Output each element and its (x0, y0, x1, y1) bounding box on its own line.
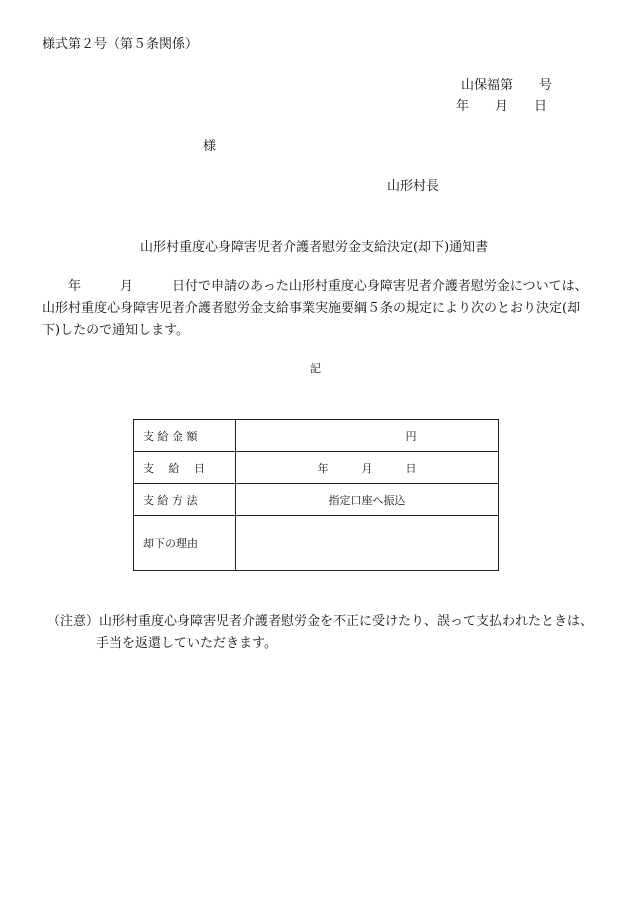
payment-info-table (133, 419, 499, 571)
table-row (134, 420, 499, 452)
addressee-honorific: 様 (203, 139, 217, 154)
row-value-date: 年 月 日 (236, 452, 499, 484)
row-label-date: 支 給 日 (134, 452, 236, 484)
table-row (134, 452, 499, 484)
body-line-2: 山形村重度心身障害児者介護者慰労金支給事業実施要綱５条の規定により次のとおり決定(却 (42, 301, 581, 316)
table-row (134, 516, 499, 571)
body-line-1: 年 月 日付で申請のあった山形村重度心身障害児者介護者慰労金については、 (42, 279, 588, 294)
form-number: 様式第２号（第５条関係） (42, 37, 199, 52)
row-value-amount: 円 (236, 420, 499, 452)
row-value-reason (236, 516, 499, 571)
document-title: 山形村重度心身障害児者介護者慰労金支給決定(却下)通知書 (140, 240, 489, 255)
body-line-3: 下)したので通知します。 (42, 323, 190, 338)
issue-date: 年 月 日 (456, 99, 548, 114)
note-line-1: （注意）山形村重度心身障害児者介護者慰労金を不正に受けたり、誤って支払われたときは、 (47, 614, 594, 629)
document-number: 山保福第 号 (461, 78, 553, 93)
row-label-amount: 支 給 金 額 (134, 420, 236, 452)
note-line-2: 手当を返還していただきます。 (96, 636, 277, 651)
row-label-method: 支 給 方 法 (134, 484, 236, 516)
row-value-method: 指定口座へ振込 (236, 484, 499, 516)
row-label-reason: 却下の理由 (134, 516, 236, 571)
sender-name: 山形村長 (387, 179, 440, 194)
ki-marker: 記 (310, 362, 321, 375)
table-row (134, 484, 499, 516)
